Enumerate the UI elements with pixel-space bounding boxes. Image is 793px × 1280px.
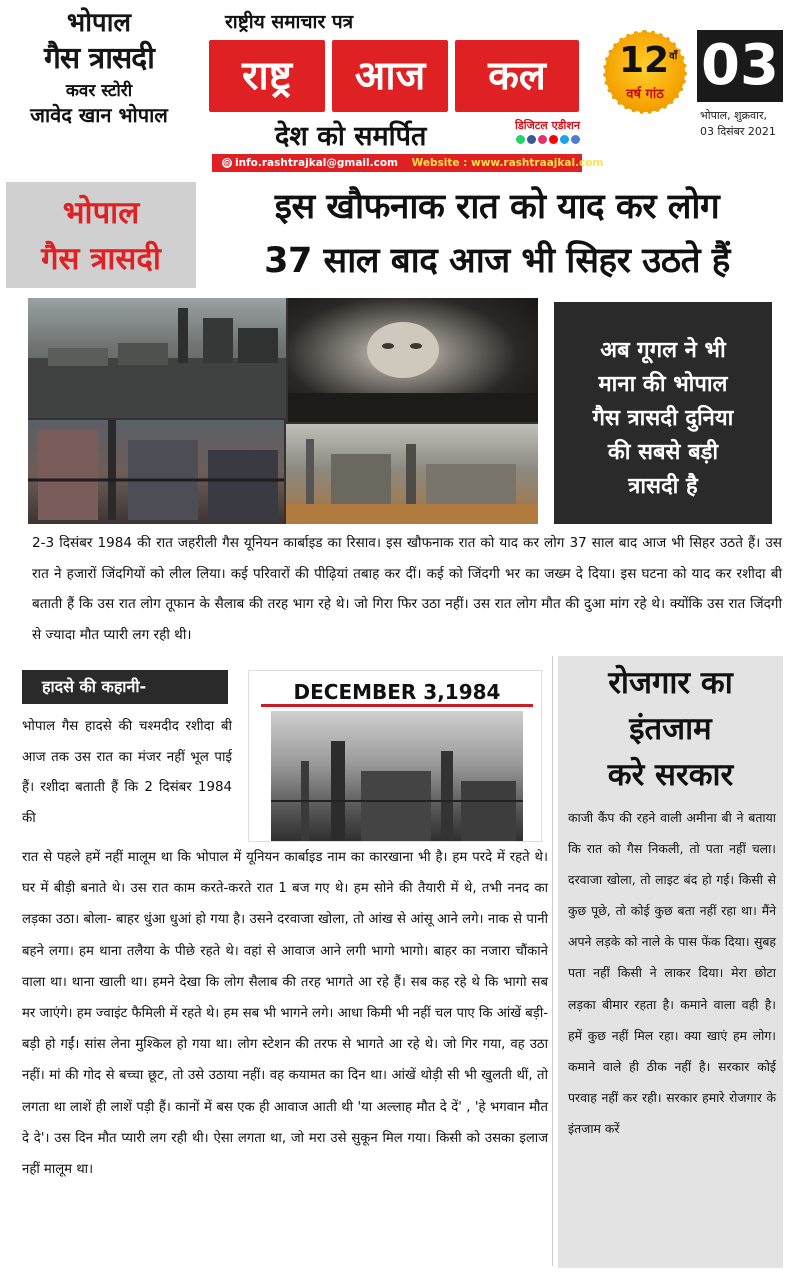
photo-tanks — [286, 424, 538, 524]
twitter-icon[interactable] — [560, 135, 569, 144]
sidebar-headline-line: इंतजाम — [629, 711, 712, 747]
main-headline — [205, 180, 789, 288]
story-body-paragraph: रात से पहले हमें नहीं मालूम था कि भोपाल में यूनियन कार्बाइड नाम का कारखाना भी है। हम परदे में रहते थे। घर में बीड़ी बनाते थे। उस रात काम करते-करते रात 1 बज गए थे। हम सोने की तैयारी में थे, तभी ननद का लड़का उठा। बोला- बाहर धुंआ धुआं हो गया है। उसने दरवाजा खोला, तो आंख से आंसू आने लगे। नाक से पानी बहने लगा। हम थाना तलैया के पीछे रहते थे। वहां से आवाज आने लगी भागो भागो। बाहर का नजारा चौंकाने वाला था। थाना खाली था। हमने देखा कि लोग सैलाब की तरह भागते आ रहे हैं। सब कह रहे थे कि भागो सब मर जाएंगे। हम ज्वाइंट फैमिली में रहते थे। हम सब भी भागने लगे। आधा किमी भी नहीं चल पाए कि आंखें बड़ी-बड़ी हो गईं। सांस लेना मुश्किल हो गया था। लोग स्टेशन की तरफ से भागते आ रहे थे। जो गिर गया, वह उठा नहीं। मां की गोद से बच्चा छूट, तो उसे उठाया नहीं। वह कयामत का दिन था। आंखें थोड़ी सी भी खुलती थीं, तो लगता था लाशें ही लाशें पड़ी हैं। कानों में बस एक ही आवाज आती थी 'या अल्लाह मौत दे दें' , 'हे भगवान मौत दे दे'। उस दिन मौत प्यारी लग रही थी। ऐसा लगता था, जो मरा उसे सुकून मिल गया। किसी को उसका इलाज नहीं मालूम था। — [22, 850, 549, 1178]
logo-name-blocks — [205, 40, 593, 114]
youtube-icon[interactable] — [549, 135, 558, 144]
cover-topic-line2: गैस त्रासदी — [44, 41, 154, 76]
date-box: 03 — [697, 30, 783, 102]
photo-factory-aerial — [28, 298, 286, 418]
digital-edition-label: डिजिटल एडीशन — [515, 119, 580, 132]
logo-subtitle: राष्ट्रीय समाचार पत्र — [225, 11, 354, 33]
digital-edition — [500, 118, 595, 145]
social-icons — [500, 135, 595, 145]
email-icon: @ — [223, 158, 231, 167]
main-headline-line2: 37 साल बाद आज भी सिहर उठते हैं — [264, 241, 730, 281]
story-lead-paragraph: भोपाल गैस हादसे की चश्मदीद रशीदा बी आज तक उस रात का मंजर नहीं भूल पाई हैं। रशीदा बताती हैं कि 2 दिसंबर 1984 की — [22, 719, 232, 826]
sidebar-headline — [558, 660, 783, 798]
contact-bar — [212, 154, 604, 172]
dateline-date: 03 दिसंबर 2021 — [700, 125, 776, 138]
headline-tag-line2: गैस त्रासदी — [41, 241, 161, 277]
masthead — [0, 0, 793, 169]
logo-tagline: देश को समर्पित — [275, 121, 427, 152]
headline-tag-line1: भोपाल — [62, 195, 140, 231]
sidebar-body-paragraph: काजी कैंप की रहने वाली अमीना बी ने बताया कि रात को गैस निकली, तो पता नहीं चला। दरवाजा खोला, तो लाइट बंद हो गई। किसी से कुछ पूछे, तो कोई कुछ बता नहीं रहा था। मैंने अपने लड़के को नाले के पास फेंक दिया। सुबह पता नहीं किसी ने लाकर दिया। मेरा छोटा लड़का बीमार रहता है। कमाने वाला वही है। हमें कुछ नहीं मिल रहा। क्या खाएं हम लोग। कमाने वाले ही ठीक नहीं है। सरकार कोई परवाह नहीं कर रही। सरकार हमारे रोजगार के इंतजाम करें — [568, 810, 776, 1136]
column-divider — [552, 656, 553, 1266]
anniversary-badge — [603, 30, 687, 114]
facebook-icon[interactable] — [527, 135, 536, 144]
contact-email[interactable]: info.rashtrajkal@gmail.com — [235, 157, 398, 169]
story-section-header: हादसे की कहानी- — [22, 670, 228, 704]
cover-story-box — [6, 6, 192, 128]
cover-story-label: कवर स्टोरी — [65, 81, 133, 101]
sidebar-headline-line: रोजगार का — [608, 665, 733, 701]
callout-line: माना की भोपाल — [598, 372, 728, 397]
sidebar-headline-line: करे सरकार — [607, 757, 734, 793]
logo-block-aaj: आज — [332, 40, 448, 112]
author-byline: जावेद खान भोपाल — [30, 103, 168, 127]
main-headline-line1: इस खौफनाक रात को याद कर लोग — [274, 187, 720, 227]
google-callout-box — [554, 302, 772, 524]
cover-topic-line1: भोपाल — [66, 8, 132, 38]
instagram-icon[interactable] — [538, 135, 547, 144]
anniversary-number — [619, 40, 677, 81]
globe-icon[interactable] — [571, 135, 580, 144]
dateline-city-day: भोपाल, शुक्रवार, — [700, 109, 768, 122]
december-1984-photo — [248, 670, 542, 842]
photo-collage — [28, 298, 538, 524]
callout-line: गैस त्रासदी दुनिया — [592, 406, 734, 431]
anniversary-suffix: वाँ — [669, 51, 678, 62]
photo-plant-structure — [28, 420, 284, 524]
dateline — [700, 108, 790, 140]
photo-victim — [288, 298, 538, 422]
callout-line: त्रासदी है — [628, 474, 698, 499]
anniversary-text: वर्ष गांठ — [626, 87, 664, 102]
anniversary-number-value: 12 — [619, 40, 670, 81]
employment-sidebar — [558, 656, 783, 1268]
intro-paragraph: 2-3 दिसंबर 1984 की रात जहरीली गैस यूनियन कार्बाइड का रिसाव। इस खौफनाक रात को याद कर लोग 37 साल बाद आज भी सिहर उठते हैं। उस रात ने हजारों जिंदगियों को लील लिया। कई परिवारों की पीढ़ियां तबाह कर दीं। कई को जिंदगी भर का जख्म दे दिया। इस घटना को याद कर रशीदा बी बताती हैं कि उस रात लोग तूफान के सैलाब की तरह भाग रहे थे। जो गिरा फिर उठा नहीं। उस रात लोग मौत की दुआ मांग रहे थे। क्योंकि उस रात जिंदगी से ज्यादा मौत प्यारी लग रही थी। — [32, 535, 782, 643]
headline-section — [0, 176, 793, 294]
logo-block-rashtra: राष्ट्र — [209, 40, 325, 112]
headline-tag — [6, 182, 196, 288]
callout-line: की सबसे बड़ी — [607, 440, 719, 465]
december-photo-caption: DECEMBER 3,1984 — [261, 677, 533, 707]
december-photo-image — [271, 711, 523, 842]
contact-website[interactable]: Website : www.rashtraajkal.com — [411, 157, 604, 169]
whatsapp-icon[interactable] — [516, 135, 525, 144]
logo-block-kal: कल — [455, 40, 579, 112]
callout-line: अब गूगल ने भी — [600, 338, 726, 363]
